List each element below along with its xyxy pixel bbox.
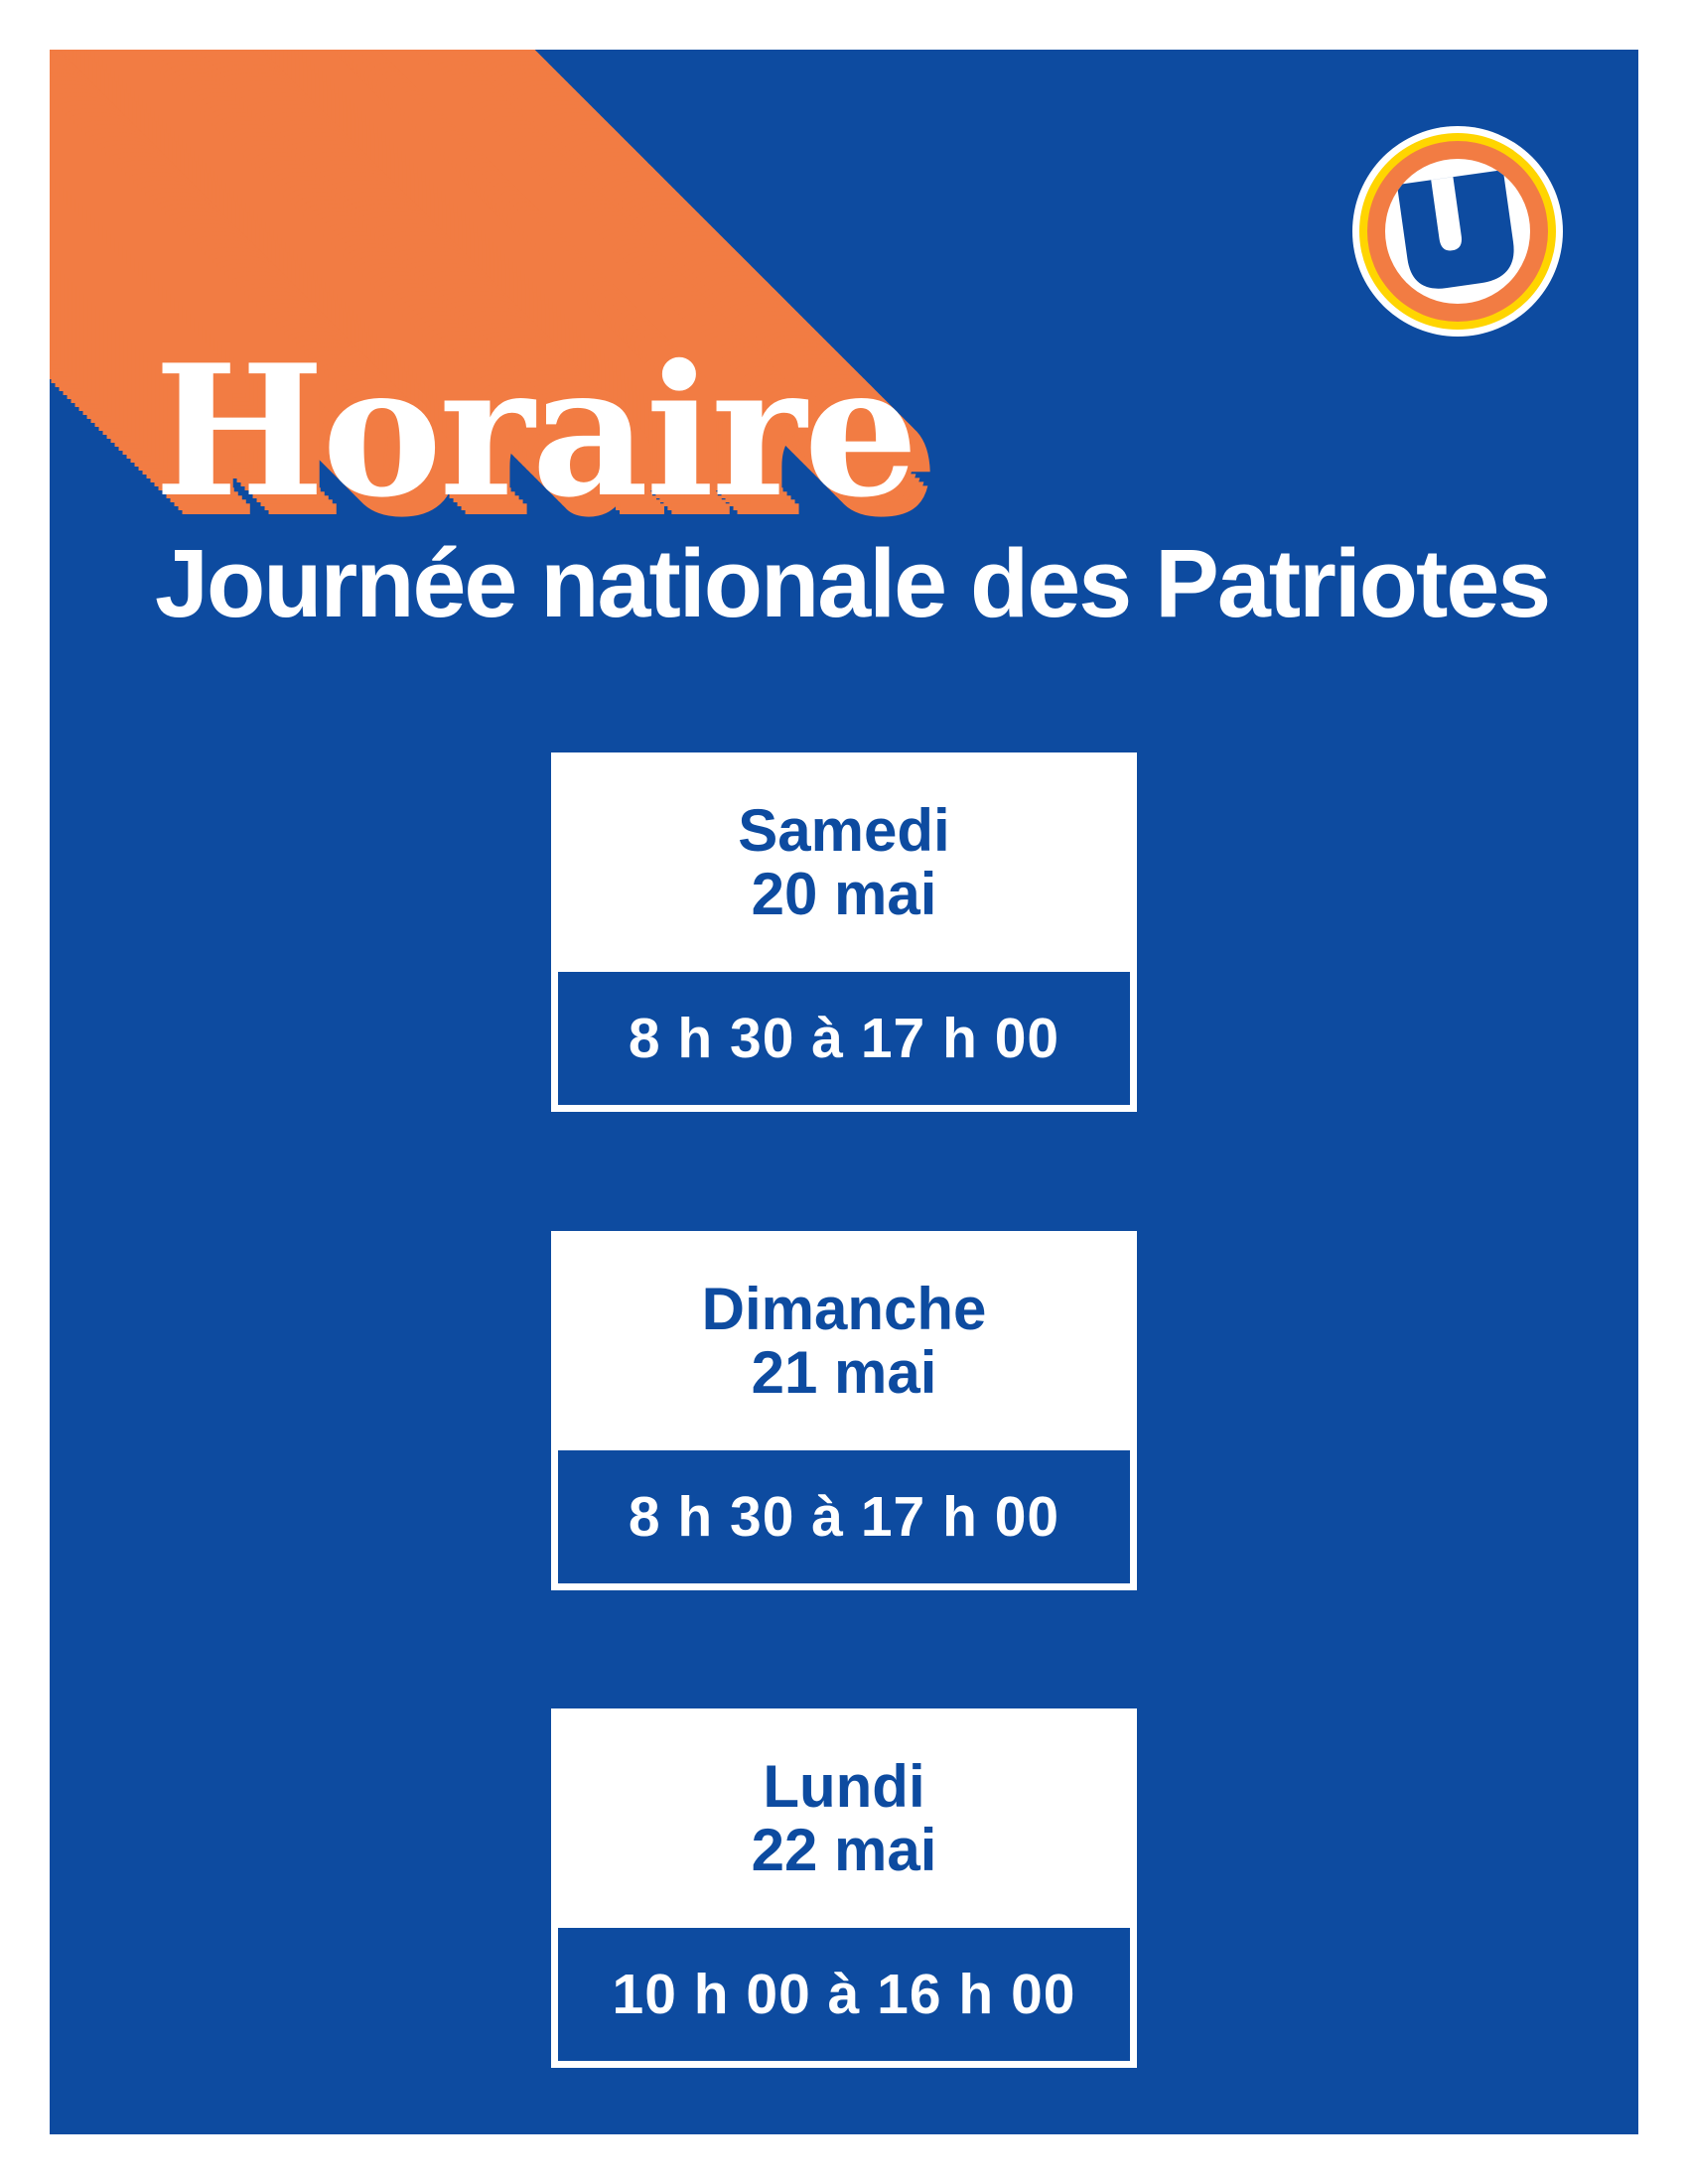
logo-white-disc [1385,159,1530,304]
card-hours-box [558,1450,1130,1583]
card-hours: 10 h 00 à 16 h 00 [612,1963,1076,2026]
card-hours: 8 h 30 à 17 h 00 [628,1007,1060,1070]
schedule-card-monday [551,1708,1137,2068]
page-subtitle: Journée nationale des Patriotes [155,529,1550,637]
card-day: Dimanche [701,1275,987,1342]
brand-logo [1352,126,1563,337]
card-date: 20 mai [751,860,937,927]
card-header [551,1231,1137,1450]
card-day: Lundi [763,1752,925,1820]
page-title: Horaire [154,325,915,537]
card-day: Samedi [738,796,950,864]
card-hours-box [558,1928,1130,2061]
schedule-card-sunday [551,1231,1137,1590]
schedule-card-saturday [551,752,1137,1112]
poster-content [50,50,1638,2134]
card-date: 22 mai [751,1816,937,1883]
card-header [551,752,1137,972]
card-hours: 8 h 30 à 17 h 00 [628,1485,1060,1549]
logo-u-icon [1395,168,1521,295]
card-date: 21 mai [751,1338,937,1406]
card-header [551,1708,1137,1928]
logo-yellow-ring [1359,133,1556,330]
logo-orange-ring [1367,141,1548,322]
card-hours-box [558,972,1130,1105]
